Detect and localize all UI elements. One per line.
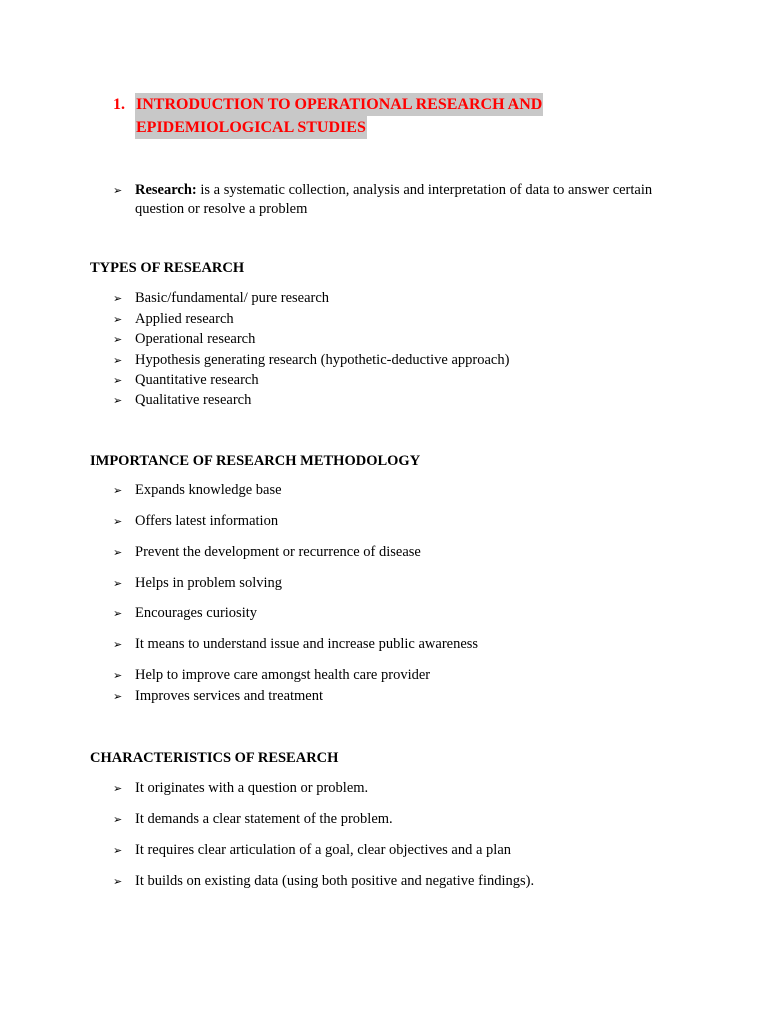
list-item: ➢ Improves services and treatment	[113, 688, 324, 704]
list-item: ➢ Expands knowledge base	[113, 482, 282, 498]
list-item: ➢ Operational research	[113, 331, 256, 347]
list-item: ➢ It builds on existing data (using both positive and negative findings).	[113, 873, 535, 889]
list-item: ➢ It demands a clear statement of the problem.	[113, 811, 393, 827]
arrow-bullet-icon: ➢	[113, 546, 123, 559]
definition-text: is a systematic collection, analysis and interpretation of data to answer certain question or resolve a problem	[135, 182, 653, 217]
arrow-bullet-icon: ➢	[113, 875, 123, 888]
arrow-bullet-icon: ➢	[113, 484, 123, 497]
arrow-bullet-icon: ➢	[113, 669, 123, 682]
definition-term: Research:	[135, 182, 197, 198]
title-line-1: INTRODUCTION TO OPERATIONAL RESEARCH AND	[135, 93, 543, 116]
arrow-bullet-icon: ➢	[113, 844, 123, 857]
list-item: ➢ It requires clear articulation of a goal, clear objectives and a plan	[113, 842, 512, 858]
list-item: ➢ It means to understand issue and increase public awareness	[113, 636, 479, 652]
arrow-bullet-icon: ➢	[113, 184, 123, 197]
arrow-bullet-icon: ➢	[113, 782, 123, 795]
list-item: ➢ Offers latest information	[113, 513, 279, 529]
arrow-bullet-icon: ➢	[113, 354, 123, 367]
characteristics-heading: CHARACTERISTICS OF RESEARCH	[90, 750, 339, 766]
list-item: ➢ Quantitative research	[113, 372, 259, 388]
list-item: ➢ Qualitative research	[113, 392, 252, 408]
arrow-bullet-icon: ➢	[113, 515, 123, 528]
arrow-bullet-icon: ➢	[113, 607, 123, 620]
list-item: ➢ Prevent the development or recurrence of disease	[113, 544, 421, 560]
list-item: ➢ Encourages curiosity	[113, 605, 258, 621]
list-item: ➢ Hypothesis generating research (hypothetic-deductive approach)	[113, 352, 510, 368]
definition-item	[113, 181, 693, 219]
title-line-2: EPIDEMIOLOGICAL STUDIES	[135, 116, 367, 139]
arrow-bullet-icon: ➢	[113, 374, 123, 387]
arrow-bullet-icon: ➢	[113, 813, 123, 826]
list-item: ➢ Helps in problem solving	[113, 575, 283, 591]
arrow-bullet-icon: ➢	[113, 577, 123, 590]
arrow-bullet-icon: ➢	[113, 394, 123, 407]
document-title	[113, 93, 673, 139]
arrow-bullet-icon: ➢	[113, 313, 123, 326]
list-item: ➢ It originates with a question or problem.	[113, 780, 369, 796]
list-item: ➢ Applied research	[113, 311, 234, 327]
types-heading: TYPES OF RESEARCH	[90, 260, 245, 276]
arrow-bullet-icon: ➢	[113, 333, 123, 346]
list-item: ➢ Help to improve care amongst health care provider	[113, 667, 431, 683]
title-number: 1.	[113, 96, 125, 113]
arrow-bullet-icon: ➢	[113, 292, 123, 305]
arrow-bullet-icon: ➢	[113, 690, 123, 703]
importance-heading: IMPORTANCE OF RESEARCH METHODOLOGY	[90, 453, 421, 469]
arrow-bullet-icon: ➢	[113, 638, 123, 651]
list-item: ➢ Basic/fundamental/ pure research	[113, 290, 330, 306]
